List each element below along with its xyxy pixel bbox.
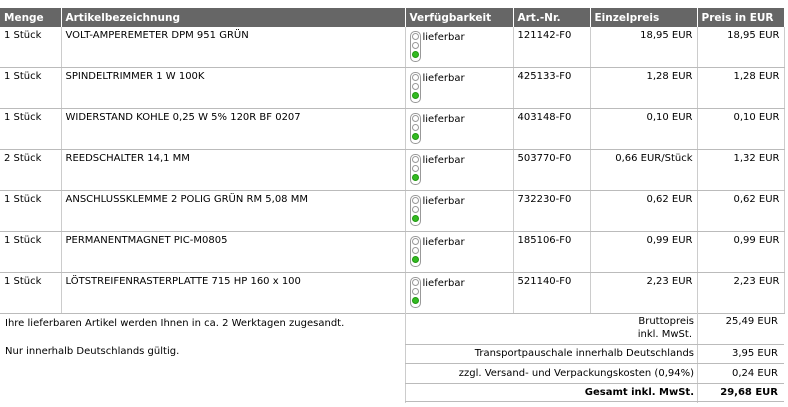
traffic-light-icon	[410, 154, 421, 185]
light-off-icon	[412, 197, 419, 204]
light-off-icon	[412, 33, 419, 40]
row-article-number: 521140-F0	[513, 273, 590, 314]
row-article-number: 403148-F0	[513, 109, 590, 150]
traffic-light-icon	[410, 195, 421, 226]
total-label: Gesamt inkl. MwSt.	[584, 387, 694, 398]
header-einzelpreis: Einzelpreis	[590, 8, 697, 27]
row-total-price: 18,95 EUR	[697, 27, 784, 68]
total-value: 29,68 EUR	[720, 387, 778, 398]
light-off-icon	[412, 156, 419, 163]
row-total-price: 0,10 EUR	[697, 109, 784, 150]
traffic-light-icon	[410, 277, 421, 308]
row-article-number: 425133-F0	[513, 68, 590, 109]
traffic-light-icon	[410, 72, 421, 103]
row-article-number: 121142-F0	[513, 27, 590, 68]
total-row	[405, 384, 784, 402]
table-row	[0, 273, 784, 314]
gross-price-row	[405, 313, 784, 345]
transport-label: Transportpauschale innerhalb Deutschlands	[474, 348, 694, 359]
cart-body	[0, 27, 784, 314]
gross-label-2: inkl. MwSt.	[637, 329, 692, 340]
availability-label: lieferbar	[422, 155, 465, 166]
header-menge: Menge	[0, 8, 61, 27]
availability-label: lieferbar	[422, 278, 465, 289]
light-green-icon	[412, 256, 419, 263]
light-off-icon	[412, 288, 419, 295]
row-article-name: VOLT-AMPEREMETER DPM 951 GRÜN	[61, 27, 405, 68]
row-total-price: 1,28 EUR	[697, 68, 784, 109]
row-availability	[405, 68, 513, 109]
row-unit-price: 18,95 EUR	[590, 27, 697, 68]
row-availability	[405, 232, 513, 273]
row-total-price: 2,23 EUR	[697, 273, 784, 314]
light-off-icon	[412, 83, 419, 90]
light-green-icon	[412, 92, 419, 99]
row-quantity: 1 Stück	[0, 68, 61, 109]
availability-label: lieferbar	[422, 32, 465, 43]
row-availability	[405, 191, 513, 232]
row-availability	[405, 150, 513, 191]
row-article-number: 732230-F0	[513, 191, 590, 232]
traffic-light-icon	[410, 113, 421, 144]
row-article-name: PERMANENTMAGNET PIC-M0805	[61, 232, 405, 273]
header-preis: Preis in EUR	[697, 8, 784, 27]
light-off-icon	[412, 247, 419, 254]
light-off-icon	[412, 115, 419, 122]
header-art-nr: Art.-Nr.	[513, 8, 590, 27]
availability-label: lieferbar	[422, 196, 465, 207]
row-unit-price: 0,62 EUR	[590, 191, 697, 232]
germany-note: Nur innerhalb Deutschlands gültig.	[5, 346, 180, 357]
header-verfuegbarkeit: Verfügbarkeit	[405, 8, 513, 27]
row-unit-price: 0,99 EUR	[590, 232, 697, 273]
availability-label: lieferbar	[422, 73, 465, 84]
row-total-price: 0,62 EUR	[697, 191, 784, 232]
gross-value: 25,49 EUR	[725, 316, 778, 327]
light-green-icon	[412, 51, 419, 58]
light-off-icon	[412, 279, 419, 286]
row-article-name: REEDSCHALTER 14,1 MM	[61, 150, 405, 191]
row-article-name: ANSCHLUSSKLEMME 2 POLIG GRÜN RM 5,08 MM	[61, 191, 405, 232]
packing-row	[405, 364, 784, 384]
light-green-icon	[412, 174, 419, 181]
row-unit-price: 1,28 EUR	[590, 68, 697, 109]
light-green-icon	[412, 133, 419, 140]
light-off-icon	[412, 238, 419, 245]
transport-row	[405, 345, 784, 364]
packing-value: 0,24 EUR	[731, 368, 778, 379]
light-green-icon	[412, 215, 419, 222]
light-off-icon	[412, 42, 419, 49]
cart-header-row	[0, 8, 784, 27]
row-total-price: 1,32 EUR	[697, 150, 784, 191]
row-unit-price: 2,23 EUR	[590, 273, 697, 314]
delivery-note: Ihre lieferbaren Artikel werden Ihnen in ca. 2 Werktagen zugesandt.	[5, 318, 345, 329]
light-off-icon	[412, 124, 419, 131]
row-availability	[405, 109, 513, 150]
gross-label-1: Bruttopreis	[638, 316, 694, 327]
row-quantity: 1 Stück	[0, 273, 61, 314]
row-quantity: 2 Stück	[0, 150, 61, 191]
table-row	[0, 109, 784, 150]
light-green-icon	[412, 297, 419, 304]
row-article-number: 185106-F0	[513, 232, 590, 273]
packing-label: zzgl. Versand- und Verpackungskosten (0,94%)	[458, 368, 694, 379]
light-off-icon	[412, 74, 419, 81]
row-unit-price: 0,66 EUR/Stück	[590, 150, 697, 191]
table-row	[0, 191, 784, 232]
table-row	[0, 68, 784, 109]
header-artikelbezeichnung: Artikelbezeichnung	[61, 8, 405, 27]
availability-label: lieferbar	[422, 114, 465, 125]
row-unit-price: 0,10 EUR	[590, 109, 697, 150]
table-row	[0, 232, 784, 273]
light-off-icon	[412, 165, 419, 172]
row-availability	[405, 273, 513, 314]
row-availability	[405, 27, 513, 68]
transport-value: 3,95 EUR	[731, 348, 778, 359]
row-article-name: SPINDELTRIMMER 1 W 100K	[61, 68, 405, 109]
row-total-price: 0,99 EUR	[697, 232, 784, 273]
row-quantity: 1 Stück	[0, 232, 61, 273]
traffic-light-icon	[410, 31, 421, 62]
row-quantity: 1 Stück	[0, 191, 61, 232]
table-row	[0, 27, 784, 68]
row-article-number: 503770-F0	[513, 150, 590, 191]
cart-table	[0, 8, 785, 314]
row-quantity: 1 Stück	[0, 27, 61, 68]
row-article-name: WIDERSTAND KOHLE 0,25 W 5% 120R BF 0207	[61, 109, 405, 150]
availability-label: lieferbar	[422, 237, 465, 248]
traffic-light-icon	[410, 236, 421, 267]
row-quantity: 1 Stück	[0, 109, 61, 150]
light-off-icon	[412, 206, 419, 213]
table-row	[0, 150, 784, 191]
row-article-name: LÖTSTREIFENRASTERPLATTE 715 HP 160 x 100	[61, 273, 405, 314]
